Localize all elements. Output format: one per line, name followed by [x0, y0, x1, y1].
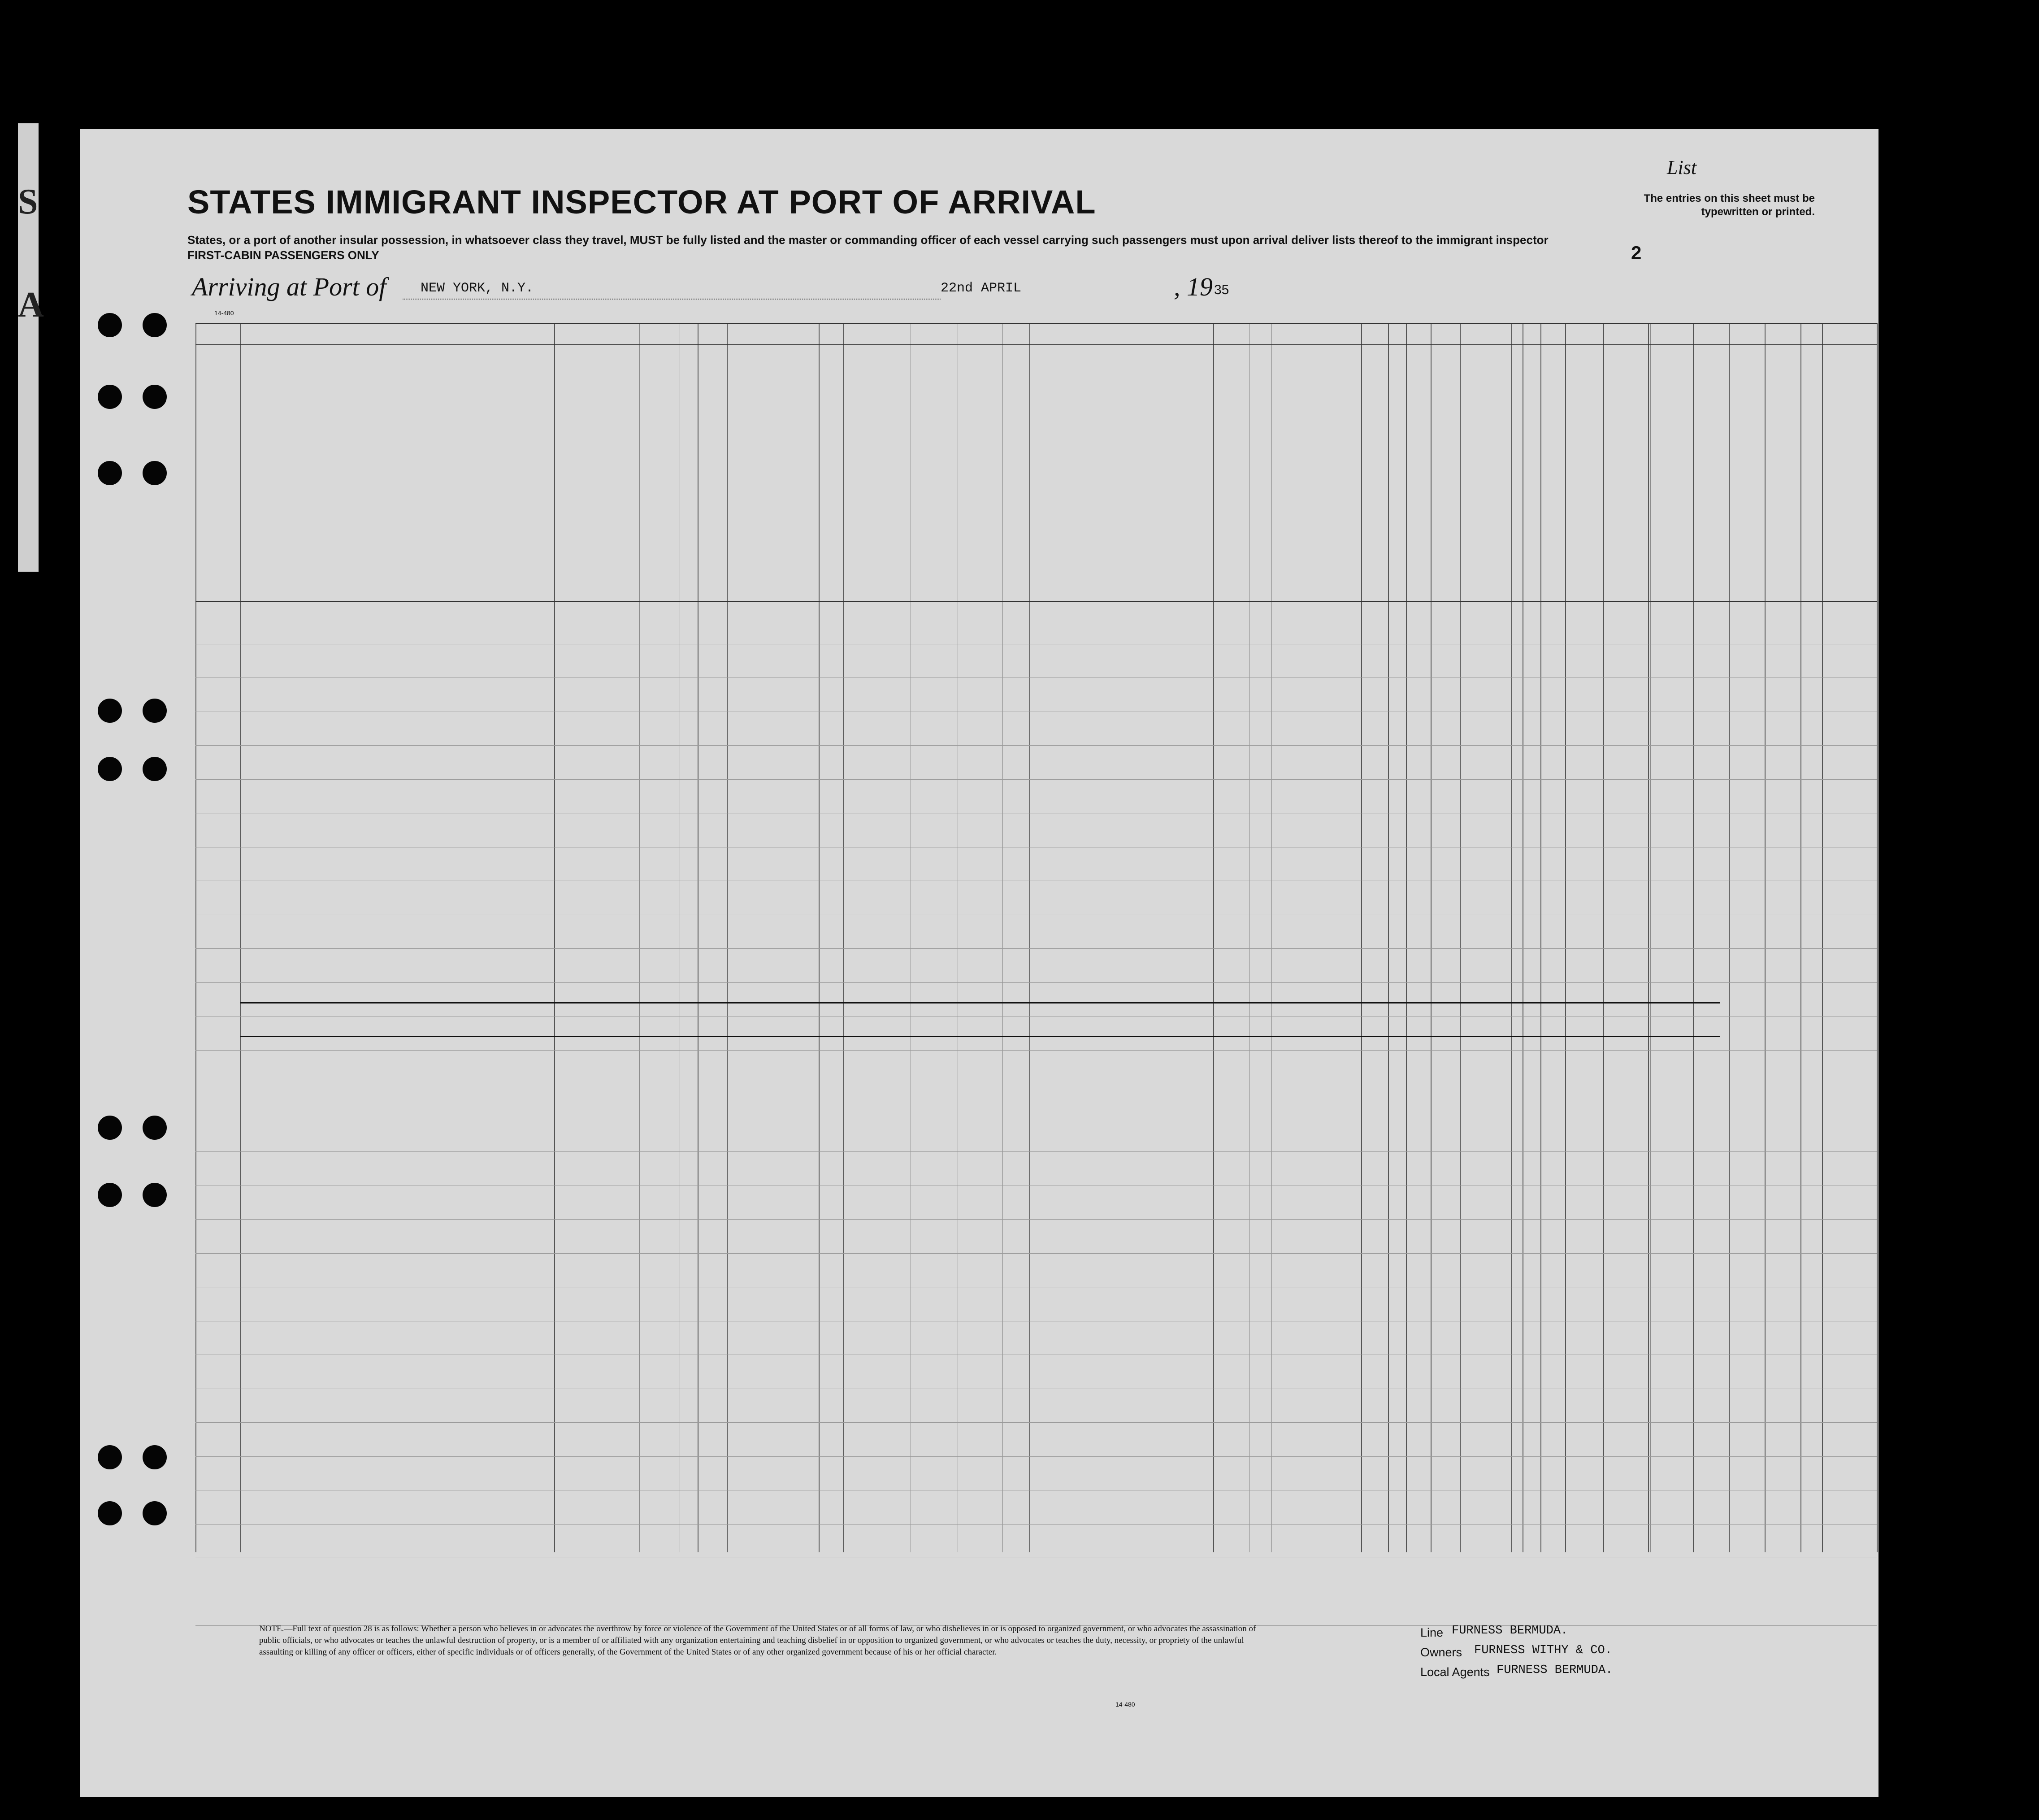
column-rule: [1406, 323, 1407, 1552]
year-prefix: , 19: [1174, 272, 1213, 301]
column-rule: [1361, 323, 1362, 1552]
punch-hole: [98, 1501, 122, 1525]
question-28-note: NOTE.—Full text of question 28 is as follows: Whether a person who believes in or advocates the overthrow by force or violence of the Government of the United States or of all forms of law, or who disbelieves in or is opposed to organized government, or who advocates the assassination of public officials, or who advocates or teaches the unlawful destruction of property, or is a member of or affiliated with any organization entertaining and teaching disbelief in or opposition to organized government, or who advocates or teaches the duty, necessity, or propriety of the unlawful assaulting or killing of any officer or officers, either of specific individuals or of officers generally, of the Government of the United States or of any other organized government because of his or her official character.: [259, 1624, 1256, 1657]
owners-value: FURNESS WITHY & CO.: [1474, 1644, 1612, 1657]
column-rule: [1648, 323, 1649, 1552]
header-top-rule: [195, 323, 1877, 324]
strike-through: [240, 1002, 1720, 1003]
column-rule: [1565, 323, 1566, 1552]
header-bottom-rule: [195, 601, 1877, 602]
punch-hole: [98, 1445, 122, 1469]
edge-letter-1: S: [18, 182, 38, 222]
number-row-rule: [195, 344, 1877, 345]
line-label: Line: [1420, 1626, 1444, 1639]
column-rule: [1877, 323, 1878, 1552]
punch-hole: [143, 461, 167, 485]
page-number: 2: [1631, 242, 1642, 263]
punch-hole: [98, 385, 122, 409]
punch-hole: [143, 1501, 167, 1525]
column-rule: [1388, 323, 1389, 1552]
port-underline: [403, 299, 941, 300]
line-value: FURNESS BERMUDA.: [1452, 1624, 1568, 1638]
row-rule: [195, 1253, 1877, 1254]
column-rule: [727, 323, 728, 1552]
punch-hole: [98, 1183, 122, 1207]
manifest-table: [195, 323, 1877, 1552]
column-rule: [1460, 323, 1461, 1552]
agents-value: FURNESS BERMUDA.: [1497, 1664, 1613, 1677]
punch-hole: [98, 1116, 122, 1140]
punch-hole: [143, 757, 167, 781]
row-rule: [195, 1456, 1877, 1457]
row-rule: [195, 948, 1877, 949]
punch-hole: [143, 1445, 167, 1469]
column-subrule: [1002, 323, 1003, 1552]
arriving-label: Arriving at Port of: [192, 272, 386, 301]
arrival-date: 22nd APRIL: [941, 281, 1022, 296]
strike-through: [240, 1036, 1720, 1037]
column-rule: [1800, 323, 1801, 1552]
year-suffix: 35: [1214, 282, 1229, 297]
agents-label: Local Agents: [1420, 1665, 1490, 1679]
page-title: STATES IMMIGRANT INSPECTOR AT PORT OF ARRIVAL: [187, 183, 1096, 221]
column-rule: [1693, 323, 1694, 1552]
column-rule: [1029, 323, 1030, 1552]
column-rule: [819, 323, 820, 1552]
column-rule: [1822, 323, 1823, 1552]
row-rule: [195, 745, 1877, 746]
column-rule: [1540, 323, 1541, 1552]
column-rule: [1603, 323, 1604, 1552]
row-rule: [195, 1422, 1877, 1423]
punch-hole: [98, 757, 122, 781]
punch-hole: [98, 461, 122, 485]
port-of-arrival: NEW YORK, N.Y.: [421, 281, 534, 296]
adjacent-page-edge: [18, 123, 44, 572]
punch-hole: [143, 313, 167, 337]
punch-hole: [143, 1183, 167, 1207]
column-rule: [240, 323, 241, 1552]
punch-hole: [143, 699, 167, 723]
column-rule: [1431, 323, 1432, 1552]
column-subrule: [639, 323, 640, 1552]
form-code: 14-480: [214, 309, 234, 317]
edge-letter-2: A: [18, 285, 44, 325]
row-rule: [195, 1219, 1877, 1220]
column-rule: [1729, 323, 1730, 1552]
punch-hole: [98, 313, 122, 337]
column-rule: [1213, 323, 1214, 1552]
row-rule: [195, 1524, 1877, 1525]
list-label: List: [1667, 156, 1697, 178]
punch-hole: [98, 699, 122, 723]
column-rule: [1765, 323, 1766, 1552]
row-rule: [195, 779, 1877, 780]
punch-hole: [143, 385, 167, 409]
row-rule: [195, 982, 1877, 983]
column-rule: [1511, 323, 1512, 1552]
owners-label: Owners: [1420, 1646, 1462, 1659]
manifest-sheet: [80, 129, 1878, 1797]
row-rule: [195, 1151, 1877, 1152]
column-subrule: [1650, 323, 1651, 1552]
row-rule: [195, 1050, 1877, 1051]
column-rule: [195, 323, 196, 1552]
subtitle: States, or a port of another insular possession, in whatsoever class they travel, MUST be fully listed and the master or commanding officer of each vessel carrying such passengers must upon arrival deliver lists thereof to the immigrant inspector: [187, 233, 1549, 247]
sheet-instruction: The entries on this sheet must be typewritten or printed.: [1644, 192, 1815, 218]
column-rule: [843, 323, 844, 1552]
column-subrule: [1271, 323, 1272, 1552]
class-line: FIRST-CABIN PASSENGERS ONLY: [187, 248, 379, 262]
footer-form-code: 14-480: [1115, 1701, 1135, 1708]
punch-hole: [143, 1116, 167, 1140]
column-rule: [554, 323, 555, 1552]
